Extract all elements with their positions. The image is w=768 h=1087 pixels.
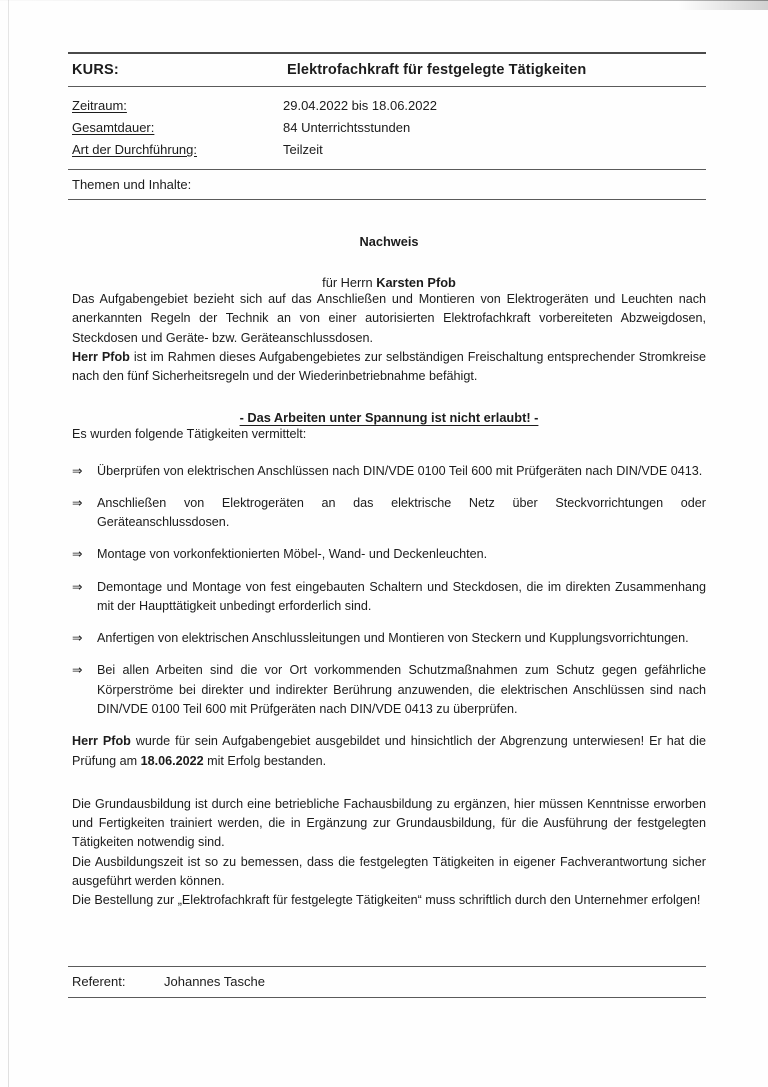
referent-row bbox=[68, 967, 706, 997]
double-arrow-icon: ⇒ bbox=[72, 547, 83, 562]
paragraph-appointment: Die Bestellung zur „Elektrofachkraft für festgelegte Tätigkeiten“ muss schriftlich durch den Unternehmer erfolgen! bbox=[72, 893, 701, 908]
task-text: Demontage und Montage von fest eingebauten Schaltern und Steckdosen, die im direkten Zusammenhang mit der Haupttätigkeit unbedingt erforderlich sind. bbox=[97, 579, 706, 613]
task-text: Überprüfen von elektrischen Anschlüssen nach DIN/VDE 0100 Teil 600 mit Prüfgeräten nach DIN/VDE 0413. bbox=[97, 463, 703, 478]
result-mid-text: wurde für sein Aufgabengebiet ausgebildet und hinsichtlich der Abgrenzung unterwiesen! Er hat die Prüfung am bbox=[72, 734, 706, 768]
double-arrow-icon: ⇒ bbox=[72, 663, 83, 678]
scan-edge-top bbox=[0, 0, 768, 1]
paragraph-qualification bbox=[72, 348, 706, 387]
task-text: Anfertigen von elektrischen Anschlussleitungen und Montieren von Steckern und Kupplungsvorrichtungen. bbox=[97, 631, 689, 646]
double-arrow-icon: ⇒ bbox=[72, 631, 83, 646]
recipient-prefix: für Herrn bbox=[322, 275, 377, 290]
meta-row-mode bbox=[72, 142, 706, 157]
certificate-heading: Nachweis bbox=[359, 234, 419, 249]
training-notes-block bbox=[72, 795, 706, 891]
course-meta-block bbox=[68, 87, 706, 169]
paragraph-result bbox=[72, 732, 706, 771]
task-text: Montage von vorkonfektionierten Möbel-, Wand- und Deckenleuchten. bbox=[97, 547, 488, 562]
meta-value-period: 29.04.2022 bis 18.06.2022 bbox=[283, 98, 437, 113]
topics-bottom-rule bbox=[68, 199, 706, 200]
document-body bbox=[68, 234, 706, 910]
scan-shadow-corner bbox=[678, 0, 768, 10]
exam-date: 18.06.2022 bbox=[140, 753, 204, 768]
meta-value-duration: 84 Unterrichtsstunden bbox=[283, 120, 411, 135]
recipient-name: Karsten Pfob bbox=[376, 275, 456, 290]
tasks-intro: Es wurden folgende Tätigkeiten vermittelt: bbox=[72, 427, 307, 442]
paragraph-training-duration: Die Ausbildungszeit ist so zu bemessen, dass die festgelegten Tätigkeiten in eigener Fachverantwortung sicher ausgeführt werden können. bbox=[72, 854, 706, 888]
document-header-section bbox=[68, 52, 706, 910]
qualification-text: ist im Rahmen dieses Aufgabengebietes zur selbständigen Freischaltung entsprechender Stromkreise nach den fünf Sicherheitsregeln und der Wiederinbetriebnahme befähigt. bbox=[72, 349, 706, 384]
paragraph-scope: Das Aufgabengebiet bezieht sich auf das Anschließen und Montieren von Elektrogeräten und Leuchten nach anerkannten Regeln der Technik an von einer autorisierten Elektrofachkraft vorbereiteten Abzweigdosen, Steckdosen und Geräte- bzw. Geräteanschlussdosen. bbox=[72, 292, 706, 345]
paragraph-training-supplement: Die Grundausbildung ist durch eine betriebliche Fachausbildung zu ergänzen, hier müssen Kenntnisse erworben und Fertigkeiten trainiert werden, die in Ergänzung zur Grundausbildung, für die Ausführung der festgelegten Tätigkeiten notwendig sind. bbox=[72, 796, 706, 850]
referent-name: Johannes Tasche bbox=[164, 974, 265, 989]
list-item bbox=[72, 578, 706, 617]
scan-edge-left bbox=[8, 0, 9, 1087]
double-arrow-icon: ⇒ bbox=[72, 579, 83, 594]
meta-label-mode: Art der Durchführung: bbox=[72, 142, 198, 157]
document-footer bbox=[68, 966, 706, 998]
list-item bbox=[72, 629, 706, 648]
task-text: Anschließen von Elektrogeräten an das elektrische Netz über Steckvorrichtungen oder Geräteanschlussdosen. bbox=[97, 495, 706, 530]
result-end-text: mit Erfolg bestanden. bbox=[203, 753, 327, 768]
task-text: Bei allen Arbeiten sind die vor Ort vorkommenden Schutzmaßnahmen zum Schutz gegen gefährliche Körperströme bei direkter und indirekter Berührung anzuwenden, die elektrischen Anschlüssen sind nach DIN/VDE 0100 Teil 600 mit Prüfgeräten nach DIN/VDE 0413 zu überprüfen. bbox=[97, 663, 706, 716]
footer-bottom-rule bbox=[68, 997, 706, 998]
meta-label-duration: Gesamtdauer: bbox=[72, 120, 155, 135]
meta-value-mode: Teilzeit bbox=[283, 142, 323, 157]
tasks-list bbox=[72, 462, 706, 720]
meta-row-period bbox=[72, 98, 706, 113]
list-item bbox=[72, 462, 706, 481]
course-title-row bbox=[68, 54, 706, 86]
meta-label-period: Zeitraum: bbox=[72, 98, 127, 113]
list-item bbox=[72, 494, 706, 533]
qualification-subject: Herr Pfob bbox=[72, 349, 130, 364]
double-arrow-icon: ⇒ bbox=[72, 495, 83, 510]
result-subject: Herr Pfob bbox=[72, 734, 131, 749]
list-item bbox=[72, 545, 706, 564]
double-arrow-icon: ⇒ bbox=[72, 463, 83, 478]
warning-notice: - Das Arbeiten unter Spannung ist nicht erlaubt! - bbox=[239, 410, 539, 426]
referent-label: Referent: bbox=[72, 974, 126, 989]
course-label: KURS: bbox=[72, 62, 119, 78]
meta-row-duration bbox=[72, 120, 706, 135]
course-title: Elektrofachkraft für festgelegte Tätigkeiten bbox=[287, 62, 587, 78]
list-item bbox=[72, 661, 706, 719]
topics-label: Themen und Inhalte: bbox=[72, 177, 192, 192]
recipient-line bbox=[72, 275, 706, 290]
